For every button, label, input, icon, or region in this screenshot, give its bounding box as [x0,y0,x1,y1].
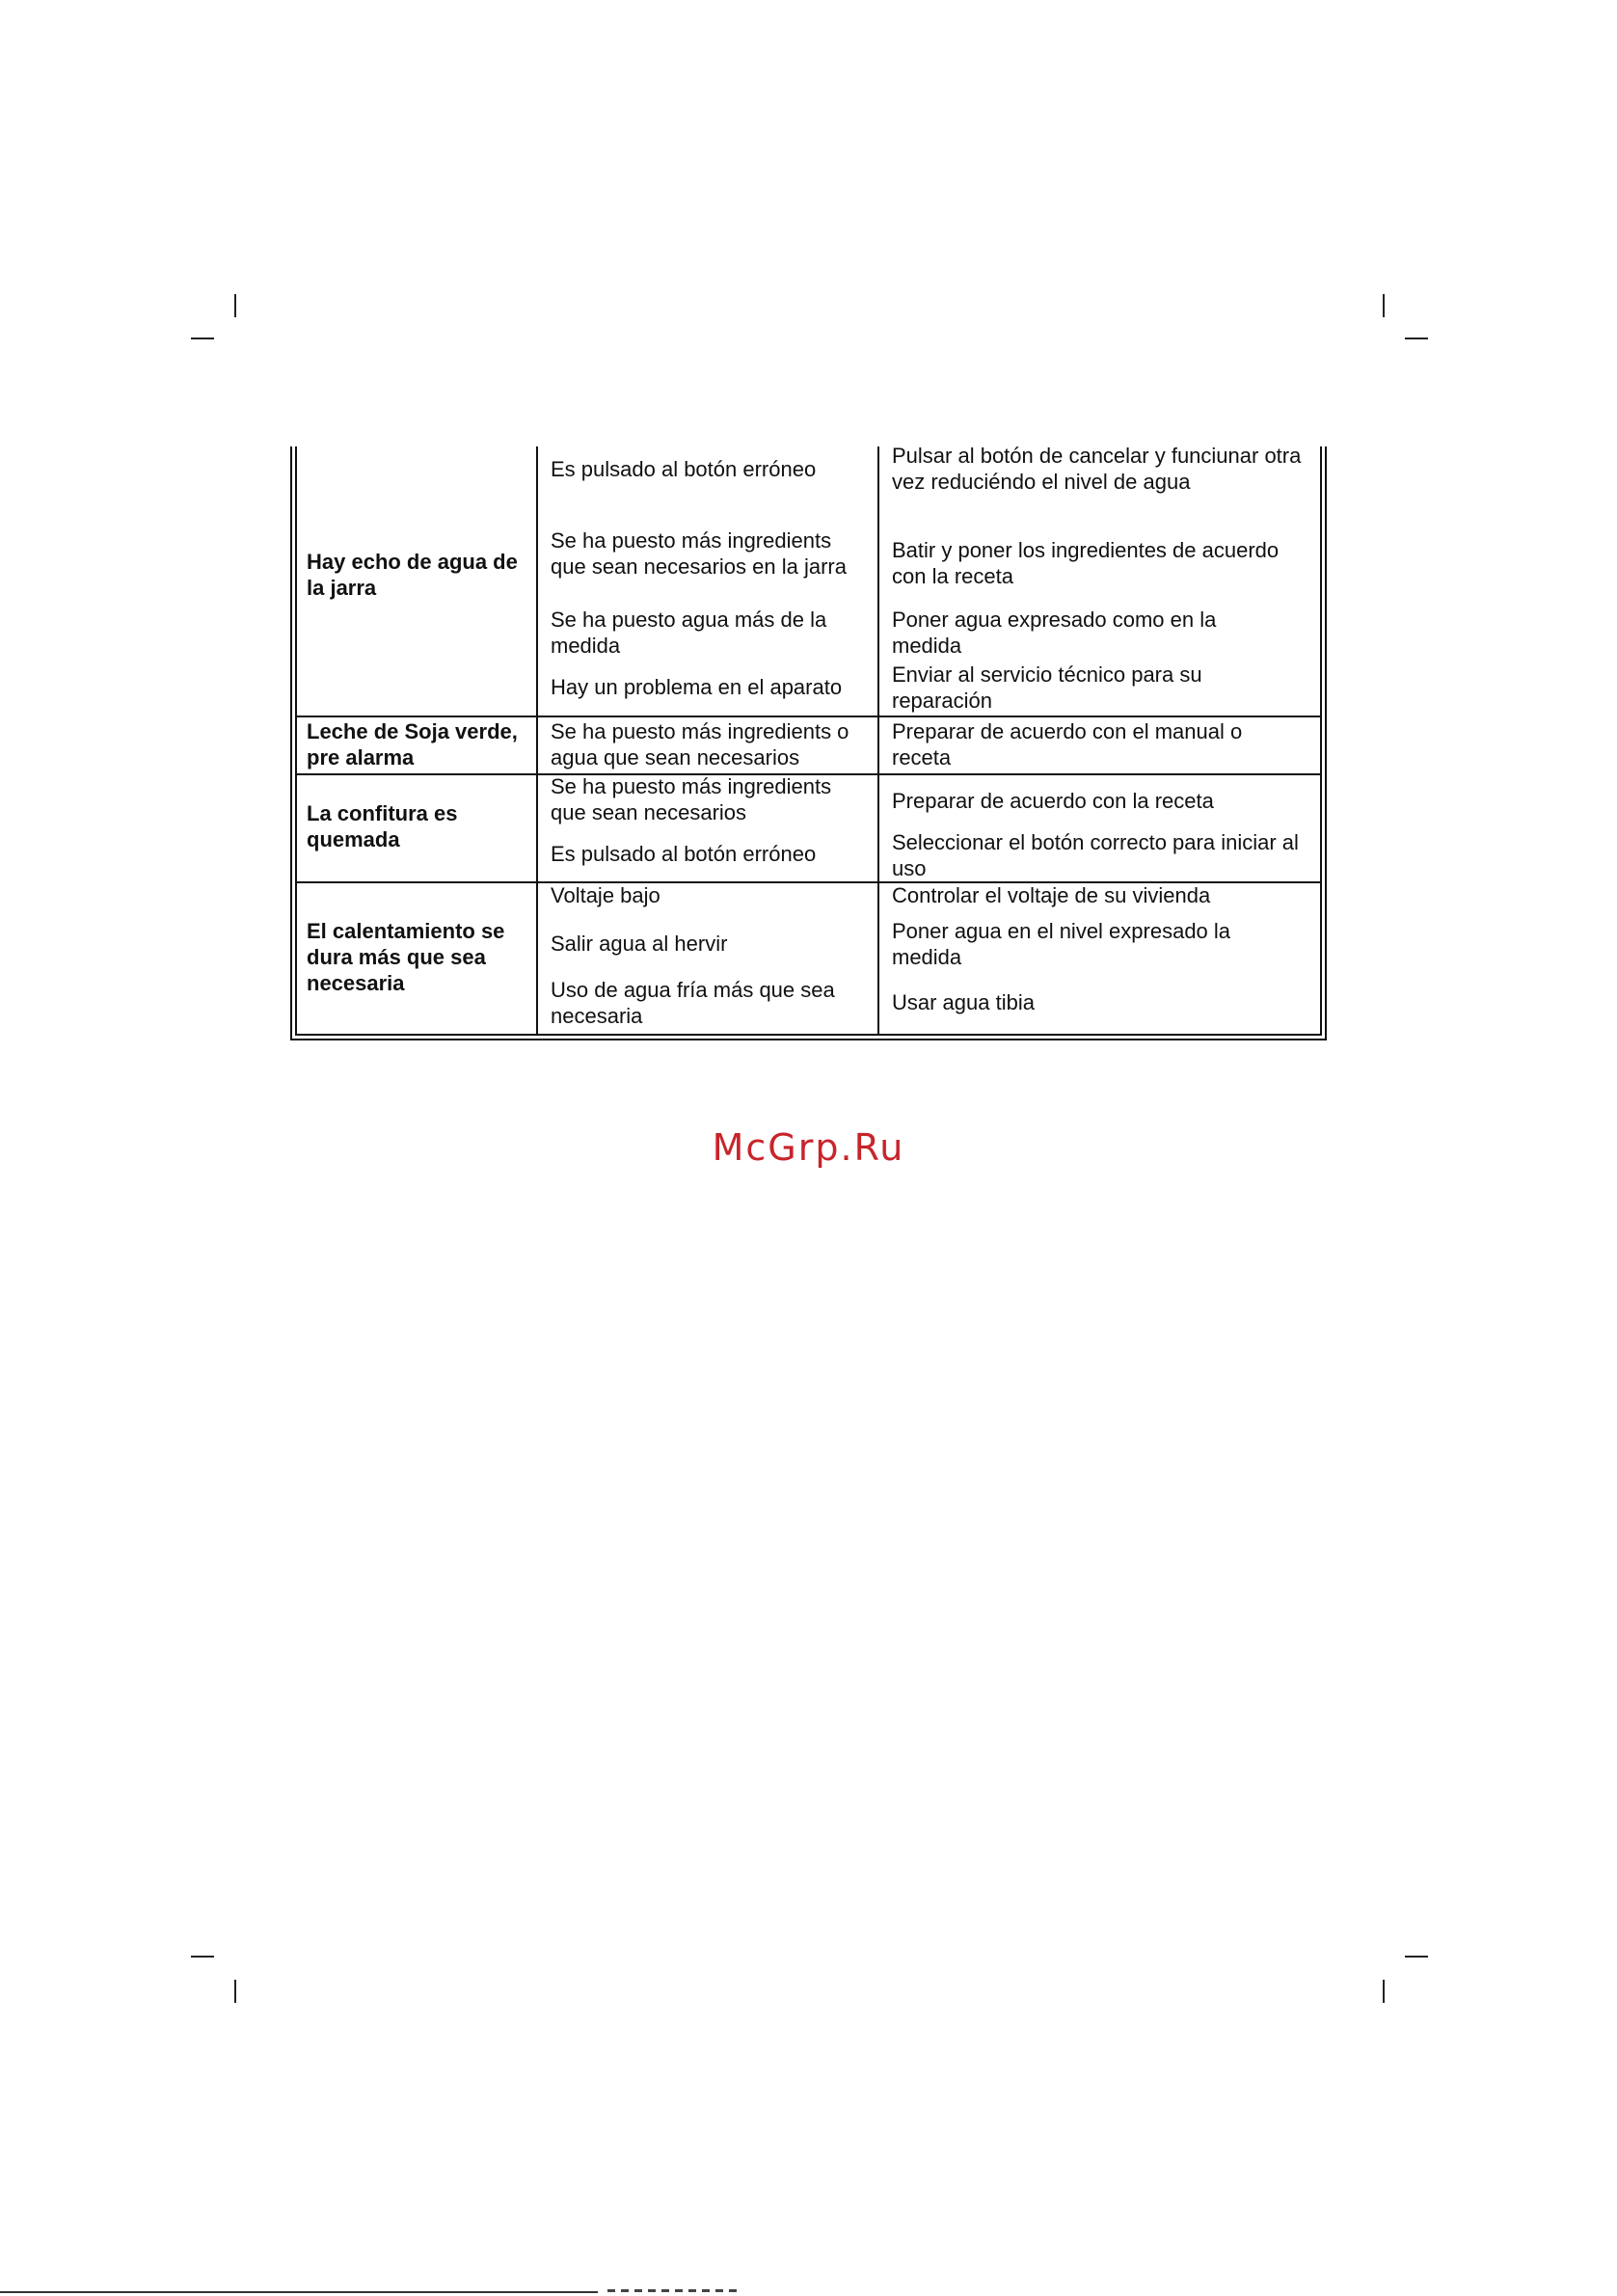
problem-cell: Leche de Soja verde, pre alarma [307,719,518,770]
solution-cell: Preparar de acuerdo con la receta [892,789,1214,813]
solution-cell: Seleccionar el botón correcto para iniciar al uso [892,830,1299,880]
solution-cell: Controlar el voltaje de su vivienda [892,883,1211,907]
crop-mark [1405,338,1428,339]
row-divider [295,716,1322,717]
crop-mark [191,1956,214,1958]
cause-cell: Hay un problema en el aparato [551,675,843,699]
bottom-rule [0,2291,598,2293]
crop-mark [1405,1956,1428,1958]
cause-cell: Voltaje bajo [551,883,660,907]
solution-cell: Preparar de acuerdo con el manual o receta [892,719,1243,770]
cause-cell: Se ha puesto más ingredients que sean necesarios [551,774,832,824]
column-divider [877,446,879,1036]
cause-cell: Uso de agua fría más que sea necesaria [551,978,835,1028]
crop-mark [1383,294,1385,317]
crop-mark [1383,1980,1385,2003]
cause-cell: Se ha puesto más ingredients que sean necesarios en la jarra [551,528,847,579]
solution-cell: Poner agua en el nivel expresado la medida [892,919,1231,969]
crop-mark [191,338,214,339]
watermark-text: McGrp.Ru [712,1126,905,1169]
bottom-dashes [607,2289,742,2292]
cause-cell: Es pulsado al botón erróneo [551,842,817,866]
solution-cell: Batir y poner los ingredientes de acuerdo con la receta [892,538,1280,588]
cause-cell: Salir agua al hervir [551,932,728,956]
crop-mark [234,1980,236,2003]
solution-cell: Poner agua expresado como en la medida [892,608,1217,658]
crop-mark [234,294,236,317]
cause-cell: Se ha puesto más ingredients o agua que sean necesarios [551,719,849,770]
solution-cell: Enviar al servicio técnico para su reparación [892,662,1202,713]
problem-cell: Hay echo de agua de la jarra [307,550,518,600]
solution-cell: Usar agua tibia [892,990,1035,1014]
cause-cell: Es pulsado al botón erróneo [551,457,817,481]
problem-cell: La confitura es quemada [307,801,458,851]
troubleshooting-table [290,446,1327,1040]
problem-cell: El calentamiento se dura más que sea necesaria [307,919,505,995]
cause-cell: Se ha puesto agua más de la medida [551,608,827,658]
solution-cell: Pulsar al botón de cancelar y funciunar otra vez reduciéndo el nivel de agua [892,444,1302,494]
